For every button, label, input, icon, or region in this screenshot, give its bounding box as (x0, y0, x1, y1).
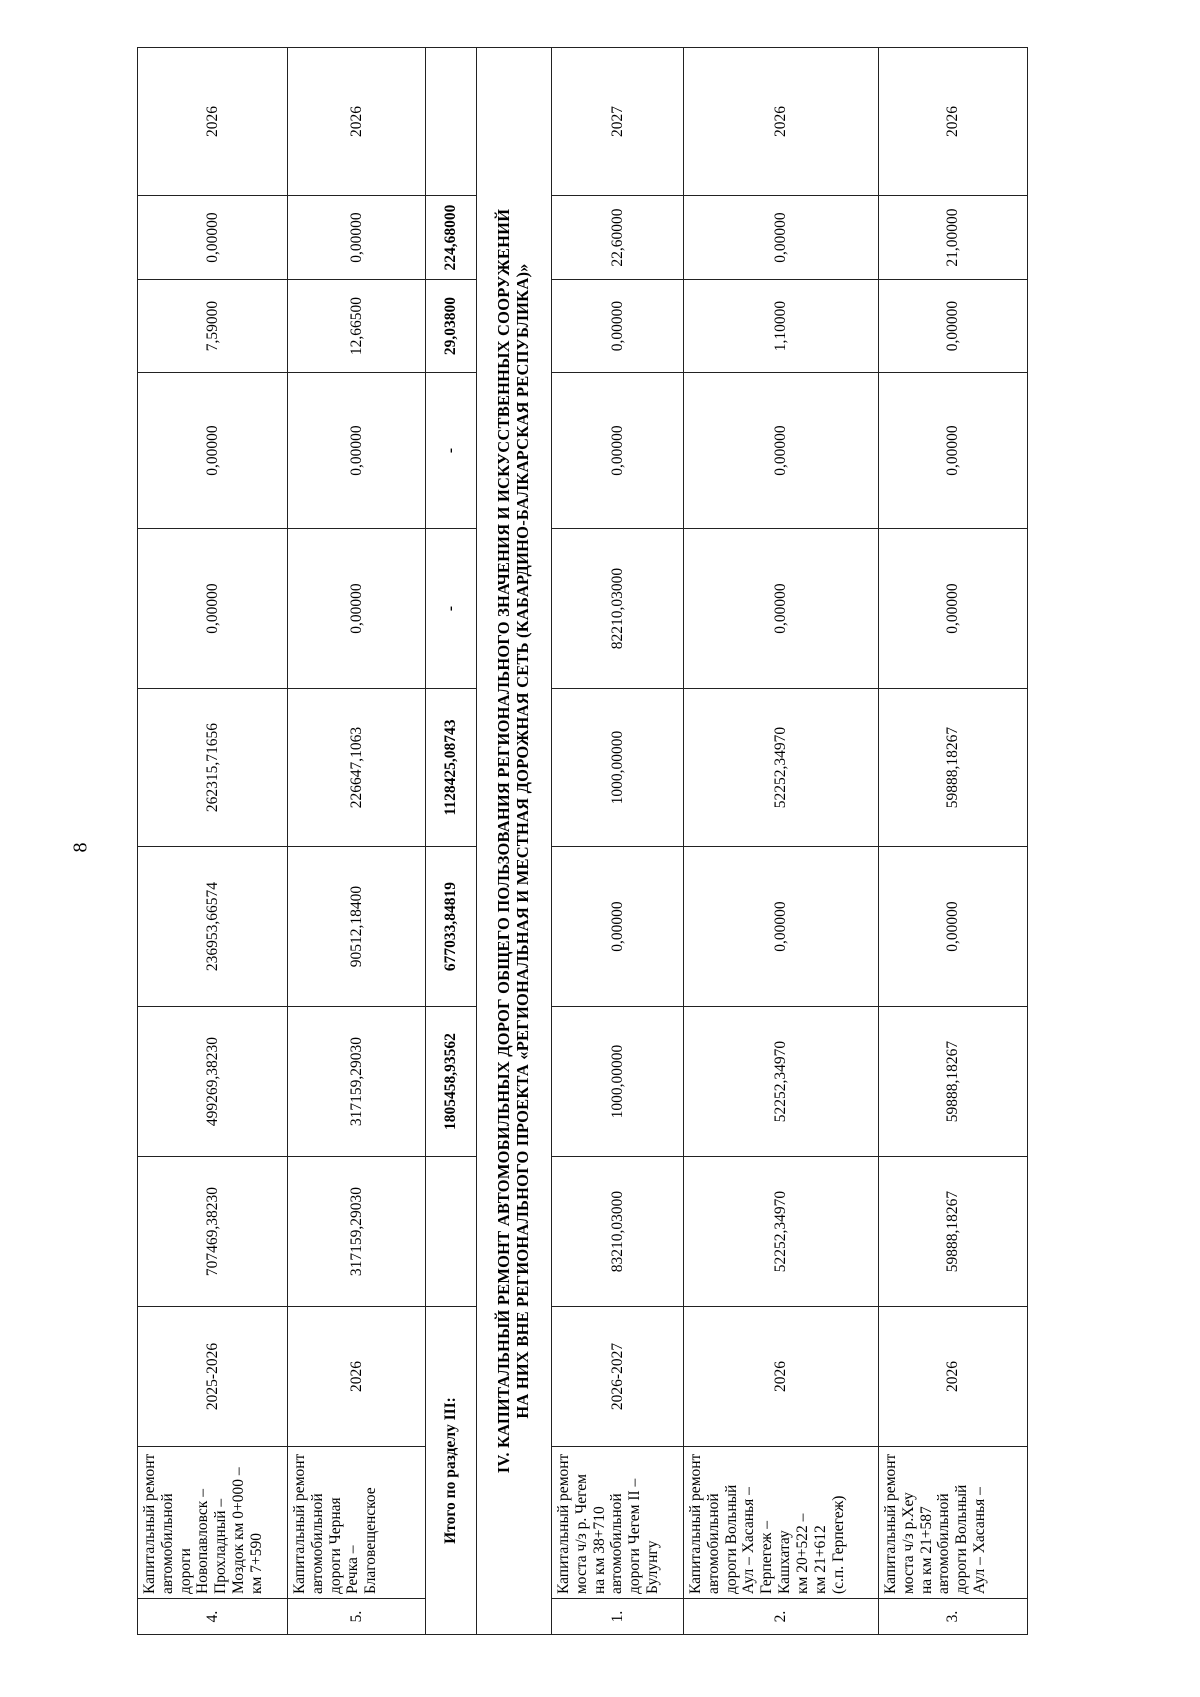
value-cell: 317159,29030 (288, 1157, 426, 1307)
value-cell: 52252,34970 (684, 689, 879, 847)
year-cell: 2026 (684, 48, 879, 196)
object-name: Капитальный ремонт моста ч/з р.Хеу на км 21+587 автомобильной дороги Вольный Аул – Хасанья – (879, 1447, 1028, 1599)
value-cell: 83210,03000 (552, 1157, 684, 1307)
value-cell: 59888,18267 (879, 1157, 1028, 1307)
rotated-table-container (137, 48, 1057, 1635)
period-cell: 2026 (288, 1307, 426, 1447)
length-cell: 12,66500 (288, 280, 426, 373)
period-cell: 2025-2026 (138, 1307, 288, 1447)
length-cell: 0,00000 (879, 280, 1028, 373)
value-cell: 0,00000 (879, 847, 1028, 1007)
object-name: Капитальный ремонт автомобильной дороги Вольный Аул – Хасанья – Герпегеж – Кашхатау км 20+522 – км 21+612 (с.п. Герпегеж) (684, 1447, 879, 1599)
value-cell: 0,00000 (288, 529, 426, 689)
value-cell: 0,00000 (138, 373, 288, 529)
length-cell: 0,00000 (138, 196, 288, 280)
length-cell: 0,00000 (552, 280, 684, 373)
value-cell: 1000,00000 (552, 1007, 684, 1157)
value-cell: 59888,18267 (879, 689, 1028, 847)
value-cell: 0,00000 (138, 529, 288, 689)
value-cell: 52252,34970 (684, 1157, 879, 1307)
value-cell: 0,00000 (684, 373, 879, 529)
road-repair-table (137, 47, 1028, 1635)
value-cell: 236953,66574 (138, 847, 288, 1007)
year-cell: 2027 (552, 48, 684, 196)
value-cell: 0,00000 (684, 529, 879, 689)
year-cell (426, 48, 477, 196)
value-cell: - (426, 373, 477, 529)
value-cell: 707469,38230 (138, 1157, 288, 1307)
page-number: 8 (69, 842, 92, 853)
row-number: 5. (288, 1599, 426, 1635)
row-number: 3. (879, 1599, 1028, 1635)
value-cell: 90512,18400 (288, 847, 426, 1007)
table-row (552, 48, 684, 1635)
period-cell: 2026 (879, 1307, 1028, 1447)
value-cell: 82210,03000 (552, 529, 684, 689)
value-cell: 0,00000 (552, 373, 684, 529)
length-cell: 224,68000 (426, 196, 477, 280)
object-name: Капитальный ремонт автомобильной дороги Черная Речка – Благовещенское (288, 1447, 426, 1599)
section-title-line: IV. КАПИТАЛЬНЫЙ РЕМОНТ АВТОМОБИЛЬНЫХ ДОРОГ ОБЩЕГО ПОЛЬЗОВАНИЯ РЕГИОНАЛЬНОГО ЗНАЧЕНИЯ И ИСКУССТВЕННЫХ СООРУЖЕНИЙ (494, 208, 514, 1474)
length-cell: 22,60000 (552, 196, 684, 280)
table-row (684, 48, 879, 1635)
section-heading-row (477, 48, 552, 1635)
section-total-row (426, 48, 477, 1635)
row-number: 1. (552, 1599, 684, 1635)
row-number: 2. (684, 1599, 879, 1635)
value-cell: 0,00000 (879, 529, 1028, 689)
value-cell: 1805458,93562 (426, 1007, 477, 1157)
object-name: Капитальный ремонт моста ч/з р. Чегем на км 38+710 автомобильной дороги Чегем II – Булунгу (552, 1447, 684, 1599)
value-cell: 317159,29030 (288, 1007, 426, 1157)
value-cell: - (426, 529, 477, 689)
period-cell: 2026 (684, 1307, 879, 1447)
section-heading (477, 48, 552, 1635)
length-cell: 0,00000 (684, 196, 879, 280)
value-cell: 52252,34970 (684, 1007, 879, 1157)
section-title-line: НА НИХ ВНЕ РЕГИОНАЛЬНОГО ПРОЕКТА «РЕГИОНАЛЬНАЯ И МЕСТНАЯ ДОРОЖНАЯ СЕТЬ (КАБАРДИНО-БАЛКАРСКАЯ РЕСПУБЛИКА)» (513, 263, 532, 1419)
length-cell: 1,10000 (684, 280, 879, 373)
value-cell: 0,00000 (288, 373, 426, 529)
table-row (288, 48, 426, 1635)
length-cell: 0,00000 (288, 196, 426, 280)
length-cell: 7,59000 (138, 280, 288, 373)
row-number: 4. (138, 1599, 288, 1635)
value-cell: 59888,18267 (879, 1007, 1028, 1157)
rotated-table-inner (137, 48, 1057, 1635)
table-row (138, 48, 288, 1635)
value-cell: 1000,00000 (552, 689, 684, 847)
length-cell: 29,03800 (426, 280, 477, 373)
year-cell: 2026 (138, 48, 288, 196)
value-cell: 1128425,08743 (426, 689, 477, 847)
value-cell: 262315,71656 (138, 689, 288, 847)
section-total-label: Итого по разделу III: (426, 1307, 477, 1635)
value-cell: 0,00000 (684, 847, 879, 1007)
table-row (879, 48, 1028, 1635)
value-cell: 677033,84819 (426, 847, 477, 1007)
value-cell: 499269,38230 (138, 1007, 288, 1157)
value-cell: 0,00000 (879, 373, 1028, 529)
year-cell: 2026 (288, 48, 426, 196)
value-cell (426, 1157, 477, 1307)
year-cell: 2026 (879, 48, 1028, 196)
period-cell: 2026-2027 (552, 1307, 684, 1447)
object-name: Капитальный ремонт автомобильной дороги Новопавловск – Прохладный – Моздок км 0+000 – км 7+590 (138, 1447, 288, 1599)
length-cell: 21,00000 (879, 196, 1028, 280)
value-cell: 0,00000 (552, 847, 684, 1007)
value-cell: 226647,1063 (288, 689, 426, 847)
